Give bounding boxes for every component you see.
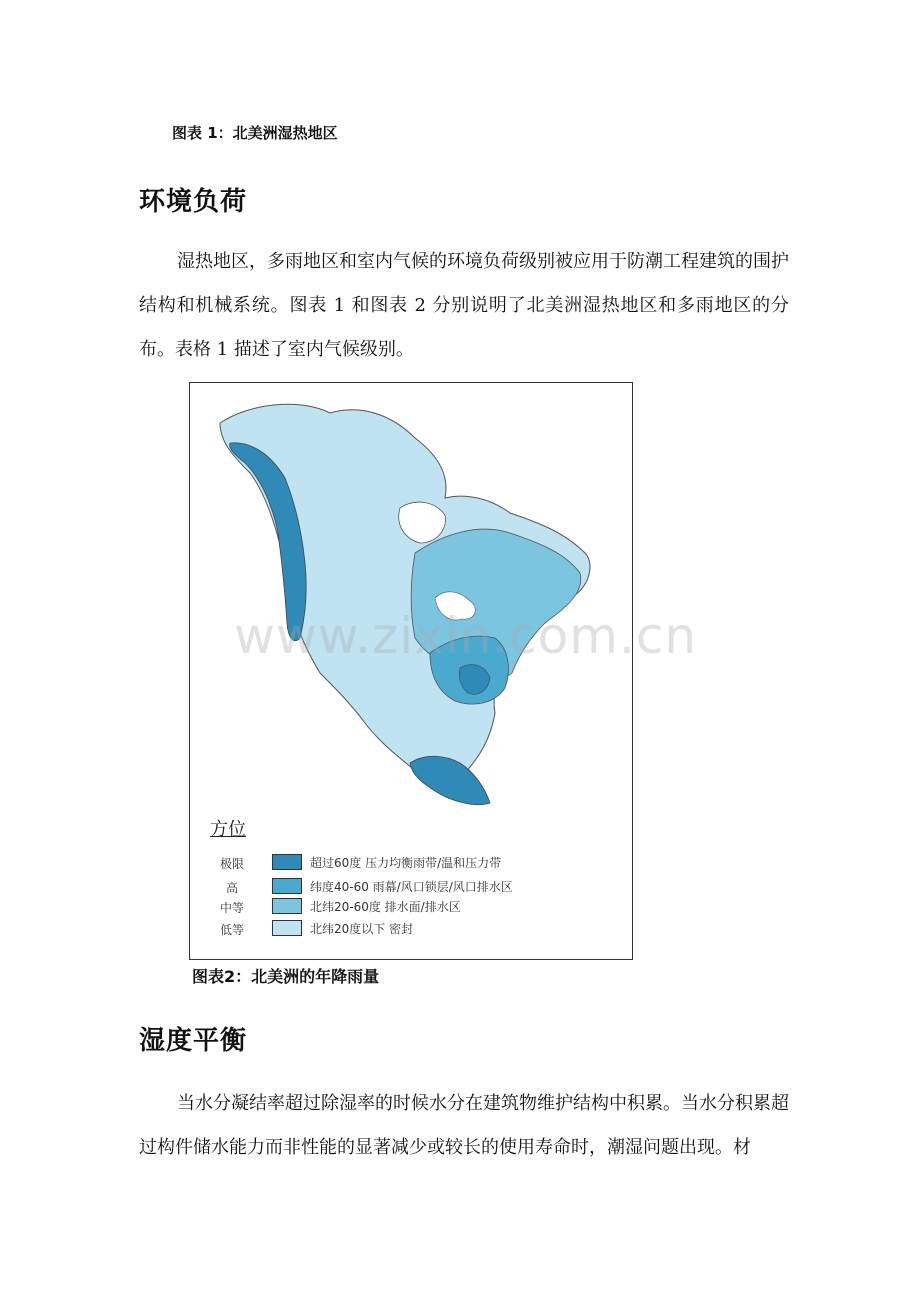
legend-swatch bbox=[272, 898, 302, 914]
watermark: www.zixin.com.cn bbox=[234, 607, 698, 665]
legend-swatch bbox=[272, 878, 302, 894]
paragraph-environment-load: 湿热地区，多雨地区和室内气候的环境负荷级别被应用于防潮工程建筑的围护结构和机械系统。图表 1 和图表 2 分别说明了北美洲湿热地区和多雨地区的分布。表格 1 描述了室内气候级别。 bbox=[139, 251, 789, 360]
legend-row-extreme bbox=[212, 853, 612, 873]
legend-desc: 北纬20-60度 排水面/排水区 bbox=[310, 900, 461, 914]
legend-row-low bbox=[212, 919, 612, 939]
map-region-extreme-mexico bbox=[410, 756, 490, 804]
legend-level: 高 bbox=[225, 881, 238, 895]
legend-desc: 超过60度 压力均衡雨带/温和压力带 bbox=[310, 856, 502, 870]
precipitation-map-figure bbox=[189, 382, 698, 960]
section-heading-environment-load: 环境负荷 bbox=[139, 187, 248, 217]
section-heading-humidity-balance: 湿度平衡 bbox=[139, 1026, 248, 1056]
legend-level: 极限 bbox=[219, 857, 244, 871]
north-america-map bbox=[190, 383, 632, 813]
figure-1-caption: 图表 1：北美洲湿热地区 bbox=[172, 124, 338, 142]
legend-level: 中等 bbox=[219, 901, 244, 915]
legend-desc: 北纬20度以下 密封 bbox=[310, 922, 414, 936]
legend-level: 低等 bbox=[219, 923, 244, 937]
paragraph-humidity-balance: 当水分凝结率超过除湿率的时候水分在建筑物维护结构中积累。当水分积累超过构件储水能力而非性能的显著减少或较长的使用寿命时，潮湿问题出现。材 bbox=[139, 1093, 789, 1158]
legend-row-high bbox=[212, 877, 612, 897]
legend-title: 方位 bbox=[210, 819, 246, 840]
legend-swatch bbox=[272, 920, 302, 936]
figure-2-caption: 图表2：北美洲的年降雨量 bbox=[192, 967, 380, 986]
legend-desc: 纬度40-60 雨幕/风口锁层/风口排水区 bbox=[310, 880, 513, 894]
legend-swatch bbox=[272, 854, 302, 870]
legend-row-medium bbox=[212, 897, 612, 917]
